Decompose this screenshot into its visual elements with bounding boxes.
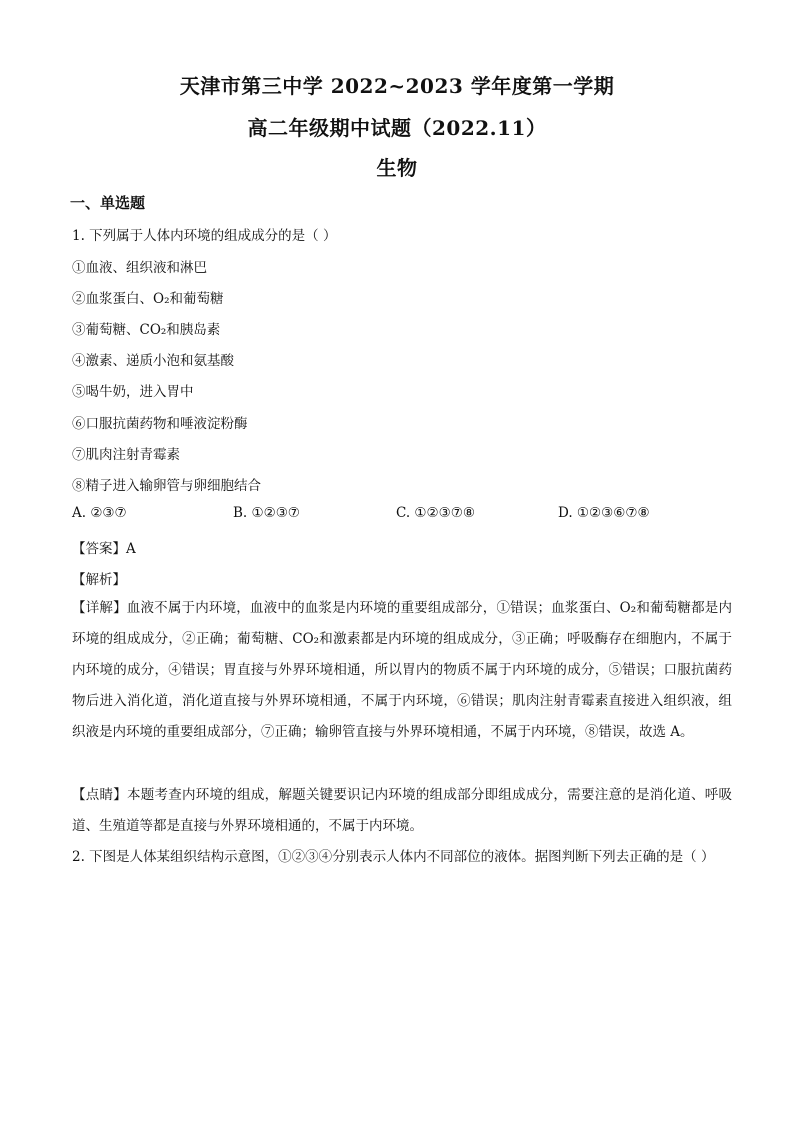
comment-paragraph: 【点睛】本题考查内环境的组成，解题关键要识记内环境的组成部分即组成成分，需要注意的是消化道、呼吸道、生殖道等都是直接与外界环境相通的，不属于内环境。 bbox=[72, 787, 732, 834]
option-c[interactable]: C. ①②③⑦⑧ bbox=[396, 505, 475, 521]
exam-subtitle: 高二年级期中试题（2022.11） bbox=[247, 116, 547, 140]
question-1-item-1: ①血液、组织液和淋巴 bbox=[72, 260, 207, 276]
question-2-stem: 2. 下图是人体某组织结构示意图，①②③④分别表示人体内不同部位的液体。据图判断下列去正确的是（ ） bbox=[72, 849, 715, 865]
subject-title: 生物 bbox=[376, 156, 418, 180]
option-b[interactable]: B. ①②③⑦ bbox=[233, 505, 300, 521]
option-d[interactable]: D. ①②③⑥⑦⑧ bbox=[558, 505, 650, 521]
question-1-item-2: ②血浆蛋白、O₂和葡萄糖 bbox=[72, 291, 224, 307]
exam-title: 天津市第三中学 2022~2023 学年度第一学期 bbox=[179, 74, 615, 98]
analysis-label: 【解析】 bbox=[72, 572, 126, 588]
question-1-item-4: ④激素、递质小泡和氨基酸 bbox=[72, 353, 234, 369]
option-a[interactable]: A. ②③⑦ bbox=[72, 505, 127, 521]
question-1-item-3: ③葡萄糖、CO₂和胰岛素 bbox=[72, 322, 221, 338]
question-1-item-7: ⑦肌肉注射青霉素 bbox=[72, 447, 180, 463]
question-1-item-8: ⑧精子进入输卵管与卵细胞结合 bbox=[72, 478, 261, 494]
detail-paragraph: 【详解】血液不属于内环境，血液中的血浆是内环境的重要组成部分，①错误；血浆蛋白、O₂和葡萄糖都是内环境的组成成分，②正确；葡萄糖、CO₂和激素都是内环境的组成成分，③正确；呼吸酶存在细胞内，不属于内环境的成分，④错误；胃直接与外界环境相通，所以胃内的物质不属于内环境的成分，⑤错误；口服抗菌药物后进入消化道，消化道直接与外界环境相通，不属于内环境，⑥错误；肌肉注射青霉素直接进入组织液，组织液是内环境的重要组成部分，⑦正确；输卵管直接与外界环境相通，不属于内环境，⑧错误，故选 A。 bbox=[72, 600, 732, 740]
question-1-stem: 1. 下列属于人体内环境的组成成分的是（ ） bbox=[72, 228, 337, 244]
question-1-item-6: ⑥口服抗菌药物和唾液淀粉酶 bbox=[72, 416, 248, 432]
section-heading: 一、单选题 bbox=[70, 194, 146, 212]
question-1-item-5: ⑤喝牛奶，进入胃中 bbox=[72, 384, 194, 400]
answer-line: 【答案】A bbox=[72, 541, 136, 557]
